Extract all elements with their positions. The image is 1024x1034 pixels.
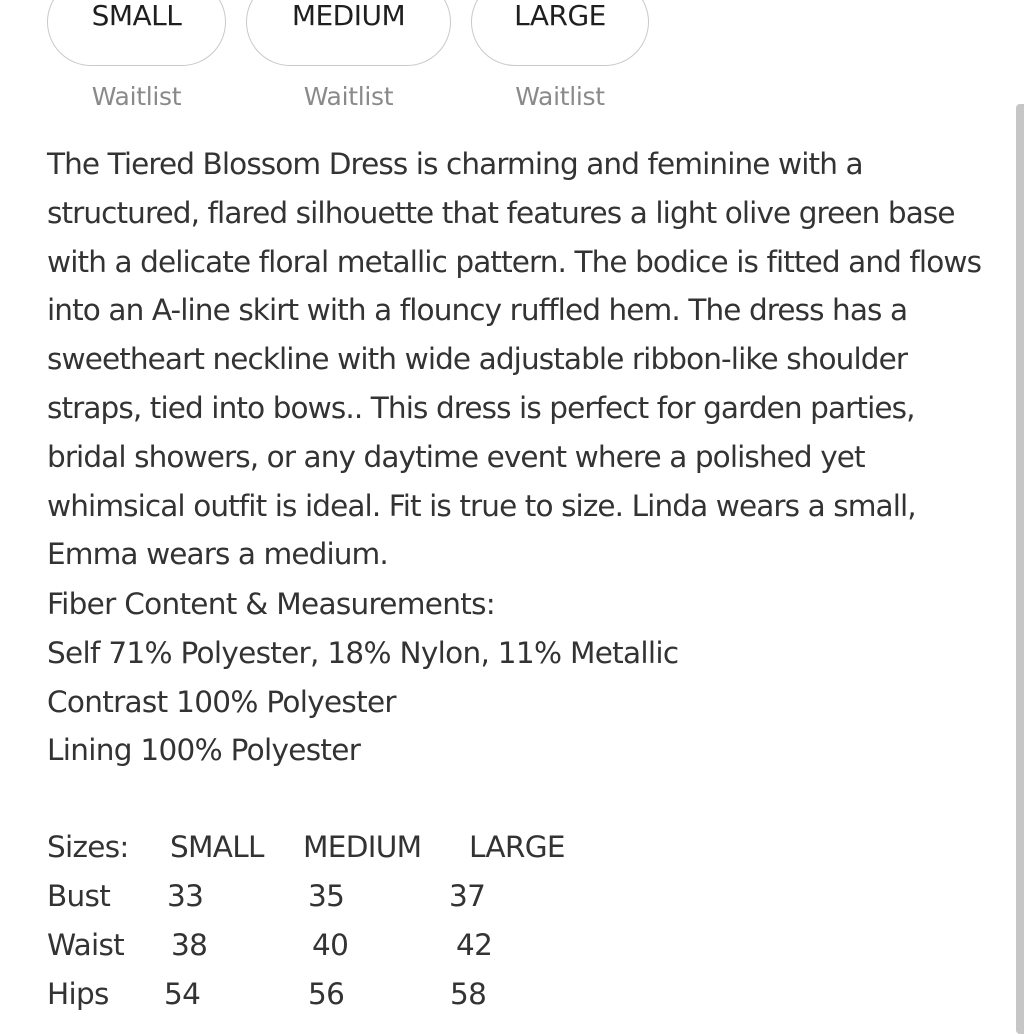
size-chart-header [47, 823, 647, 872]
size-chart-header-large: LARGE [469, 830, 565, 864]
size-chart-row-label: Waist [47, 928, 124, 962]
size-chart-header-small: SMALL [170, 830, 264, 864]
size-chart-row-hips [47, 970, 647, 1019]
waitlist-label-large: Waitlist [515, 82, 605, 111]
size-chart-cell-small: 38 [171, 928, 208, 962]
size-chart-cell-large: 42 [456, 928, 493, 962]
waitlist-label-medium: Waitlist [303, 82, 394, 111]
size-chart-row-label: Hips [47, 977, 109, 1011]
size-chart-cell-small: 54 [164, 977, 201, 1011]
size-chart-cell-small: 33 [167, 879, 204, 913]
size-chart-row-bust [47, 872, 647, 921]
fiber-content [47, 580, 678, 775]
size-chart-cell-medium: 40 [312, 928, 349, 962]
size-button-small[interactable]: SMALL [47, 0, 226, 66]
size-button-large[interactable]: LARGE [471, 0, 649, 66]
size-chart-cell-medium: 35 [308, 879, 345, 913]
size-option-large [471, 0, 649, 111]
size-button-medium[interactable]: MEDIUM [246, 0, 451, 66]
size-chart-cell-large: 58 [450, 977, 487, 1011]
size-chart-cell-large: 37 [449, 879, 486, 913]
fiber-self: Self 71% Polyester, 18% Nylon, 11% Metallic [47, 635, 679, 670]
size-chart-row-label: Bust [47, 879, 111, 913]
size-chart-row-waist [47, 921, 647, 970]
fiber-heading: Fiber Content & Measurements: [47, 587, 496, 621]
size-selector [47, 0, 649, 111]
waitlist-label-small: Waitlist [91, 82, 182, 111]
size-chart-header-medium: MEDIUM [303, 830, 422, 864]
size-option-medium [246, 0, 451, 111]
fiber-lining: Lining 100% Polyester [47, 733, 361, 768]
size-chart-header-label: Sizes: [47, 830, 129, 864]
fiber-contrast: Contrast 100% Polyester [47, 684, 396, 719]
size-option-small [47, 0, 226, 111]
size-chart-cell-medium: 56 [308, 977, 345, 1011]
size-chart [47, 823, 647, 1019]
product-description: The Tiered Blossom Dress is charming and feminine with a structured, flared silhouette that features a light olive green base with a delicate floral metallic pattern. The bodice is fitted and flows into an A-line skirt with a flouncy ruffled hem. The dress has a sweetheart neckline with wide adjustable ribbon-like shoulder straps, tied into bows.. This dress is perfect for garden parties, bridal showers, or any daytime event where a polished yet whimsical outfit is ideal. Fit is true to size. Linda wears a small, Emma wears a medium. [47, 147, 982, 572]
scrollbar[interactable] [1016, 104, 1024, 1034]
